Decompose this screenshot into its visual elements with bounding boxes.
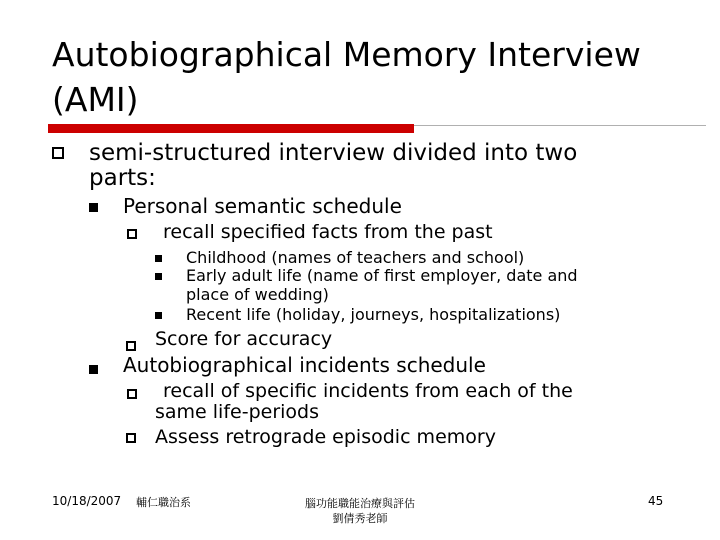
filled-square-bullet-icon (89, 365, 98, 374)
bullet-early-adult-line-1: Early adult life (name of first employer, date and (186, 266, 578, 285)
bullet-semantic-recall: recall specified facts from the past (163, 221, 493, 243)
filled-square-bullet-icon (155, 273, 162, 280)
bullet-incidents-schedule: Autobiographical incidents schedule (123, 353, 486, 377)
hollow-square-bullet-icon (52, 147, 64, 159)
bullet-assess: Assess retrograde episodic memory (155, 426, 496, 448)
bullet-early-adult-line-2: place of wedding) (186, 285, 329, 304)
footer-course-line-1: 腦功能職能治療與評估 (305, 497, 415, 510)
footer-date: 10/18/2007 (52, 494, 122, 508)
bullet-recent-life: Recent life (holiday, journeys, hospitalizations) (186, 305, 561, 324)
filled-square-bullet-icon (155, 255, 162, 262)
filled-square-bullet-icon (89, 203, 98, 212)
footer-course-line-2: 劉倩秀老師 (332, 512, 388, 525)
title-accent-bar (48, 124, 414, 133)
bullet-childhood: Childhood (names of teachers and school) (186, 248, 525, 267)
bullet-main-line-2: parts: (89, 165, 156, 191)
hollow-square-bullet-icon (126, 433, 136, 443)
title-line-1: Autobiographical Memory Interview (52, 35, 641, 74)
hollow-square-bullet-icon (127, 389, 137, 399)
bullet-score: Score for accuracy (155, 328, 333, 350)
bullet-incidents-recall-line-1: recall of specific incidents from each of the (163, 380, 573, 402)
hollow-square-bullet-icon (127, 229, 137, 239)
footer-department: 輔仁職治系 (136, 496, 191, 509)
bullet-semantic-schedule: Personal semantic schedule (123, 194, 402, 218)
hollow-square-bullet-icon (126, 341, 136, 351)
bullet-main-line-1: semi-structured interview divided into two (89, 140, 578, 166)
title-line-2: (AMI) (52, 80, 139, 119)
filled-square-bullet-icon (155, 312, 162, 319)
page-number: 45 (648, 494, 664, 508)
bullet-incidents-recall-line-2: same life-periods (155, 401, 319, 423)
